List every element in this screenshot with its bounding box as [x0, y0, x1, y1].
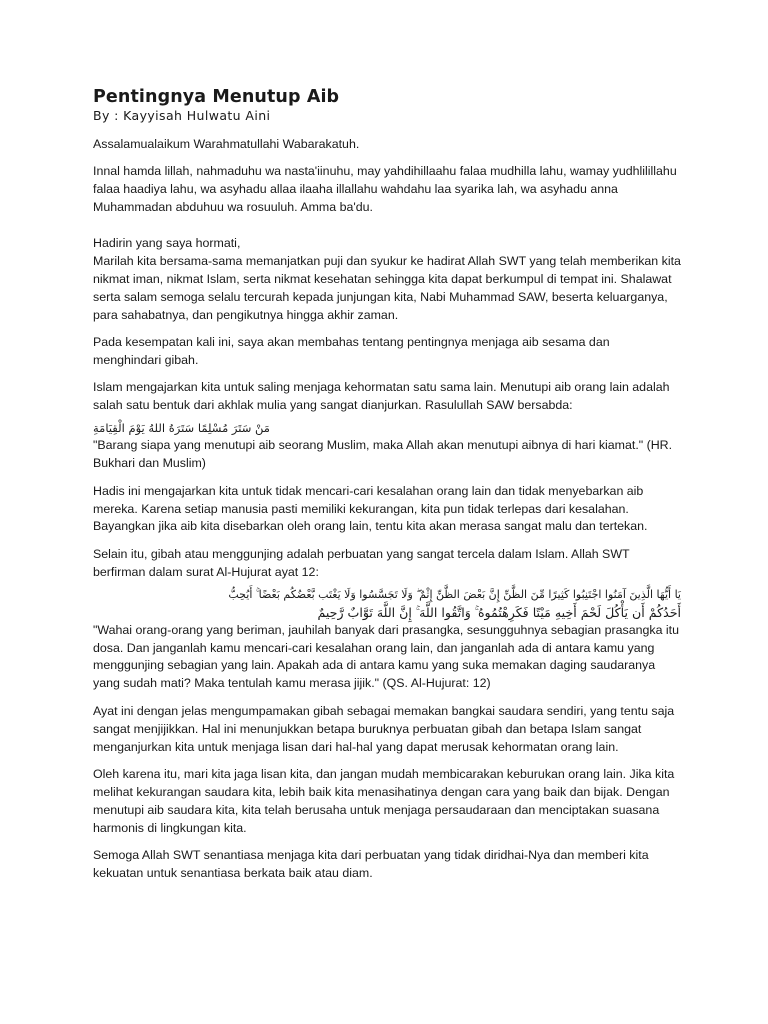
ayat-translation: "Wahai orang-orang yang beriman, jauhilah banyak dari prasangka, sesungguhnya sebagian prasangka itu dosa. Dan janganlah kamu mencari-cari kesalahan orang lain, dan janganlah ada di antara kamu yang menggunjing sebagian yang lain. Apakah ada di antara kamu yang suka memakan daging saudaranya yang sudah mati? Maka tentulah kamu merasa jijik." (QS. Al-Hujurat: 12) [93, 622, 679, 691]
greeting-paragraph: Assalamualaikum Warahmatullahi Wabarakatuh. [93, 137, 360, 151]
hadith-explanation-paragraph: Hadis ini mengajarkan kita untuk tidak mencari-cari kesalahan orang lain dan tidak menyebarkan aib mereka. Karena setiap manusia pasti memiliki kekurangan, kita pun tidak terlepas dari kesalahan. Bayangkan jika aib kita disebarkan oleh orang lain, tentu kita akan merasa sangat malu dan tertekan. [93, 483, 648, 534]
opening-prayer-paragraph: Innal hamda lillah, nahmaduhu wa nasta'iinuhu, may yahdihillaahu falaa mudhilla lahu, wamay yudhlilillahu falaa haadiya lahu, wa asyhadu allaa ilaaha illallahu wahdahu laa syarika lah, wa asyhadu anna Muhammadan abduhuu wa rosuuluh. Amma ba'du. [93, 164, 677, 215]
salutation-body: Marilah kita bersama-sama memanjatkan puji dan syukur ke hadirat Allah SWT yang telah memberikan kita nikmat iman, nikmat Islam, serta nikmat kesehatan sehingga kita dapat berkumpul di tempat ini. Shalawat serta salam semoga selalu tercurah kepada junjungan kita, Nabi Muhammad SAW, beserta keluarganya, para sahabatnya, dan pengikutnya hingga akhir zaman. [93, 254, 681, 322]
hadith-arabic-text: مَنْ سَتَرَ مُسْلِمًا سَتَرَهُ اللهُ يَوْمَ الْقِيَامَةِ [93, 421, 270, 436]
closing-prayer-paragraph: Semoga Allah SWT senantiasa menjaga kita dari perbuatan yang tidak diridhai-Nya dan memberi kita kekuatan untuk senantiasa berkata baik atau diam. [93, 848, 649, 880]
ayat-explanation-paragraph: Ayat ini dengan jelas mengumpamakan gibah sebagai memakan bangkai saudara sendiri, yang tentu saja sangat menjijikkan. Hal ini menunjukkan betapa buruknya perbuatan gibah dan betapa Islam sangat menganjurkan kita untuk menjaga lisan dari hal-hal yang dapat merusak kehormatan orang lain. [93, 703, 675, 754]
author-byline: By : Kayyisah Hulwatu Aini [93, 108, 271, 123]
document-page [93, 86, 681, 892]
gibah-paragraph: Selain itu, gibah atau menggunjing adalah perbuatan yang sangat tercela dalam Islam. Allah SWT berfirman dalam surat Al-Hujurat ayat 12: [93, 546, 630, 579]
document-title: Pentingnya Menutup Aib [93, 87, 340, 107]
ayat-arabic-line-1: يَا أَيُّهَا الَّذِينَ آمَنُوا اجْتَنِبُوا كَثِيرًا مِّنَ الظَّنِّ إِنَّ بَعْضَ الظَّنِّ إِثْمٌ ۖ وَلَا تَجَسَّسُوا وَلَا يَغْتَب بَّعْضُكُم بَعْضًا ۚ أَيُحِبُّ [228, 587, 681, 601]
ayat-arabic-line-2: أَحَدُكُمْ أَن يَأْكُلَ لَحْمَ أَخِيهِ مَيْتًا فَكَرِهْتُمُوهُ ۚ وَاتَّقُوا اللَّهَ ۚ إِنَّ اللَّهَ تَوَّابٌ رَّحِيمٌ [317, 604, 681, 620]
advice-paragraph: Oleh karena itu, mari kita jaga lisan kita, dan jangan mudah membicarakan keburukan orang lain. Jika kita melihat kekurangan saudara kita, lebih baik kita menasihatinya dengan cara yang baik dan bijak. Dengan menutupi aib saudara kita, kita telah berusaha untuk menjaga persaudaraan dan menciptakan suasana harmonis di lingkungan kita. [93, 766, 675, 835]
salutation-line: Hadirin yang saya hormati, [93, 236, 241, 251]
salutation-paragraph [93, 235, 681, 325]
hadith-translation: "Barang siapa yang menutupi aib seorang Muslim, maka Allah akan menutupi aibnya di hari kiamat." (HR. Bukhari dan Muslim) [93, 438, 673, 471]
islam-teaching-paragraph: Islam mengajarkan kita untuk saling menjaga kehormatan satu sama lain. Menutupi aib orang lain adalah salah satu bentuk dari akhlak mulia yang sangat dianjurkan. Rasulullah SAW bersabda: [93, 380, 670, 413]
paragraph-spacer [93, 217, 681, 235]
topic-paragraph: Pada kesempatan kali ini, saya akan membahas tentang pentingnya menjaga aib sesama dan menghindari gibah. [93, 335, 610, 368]
